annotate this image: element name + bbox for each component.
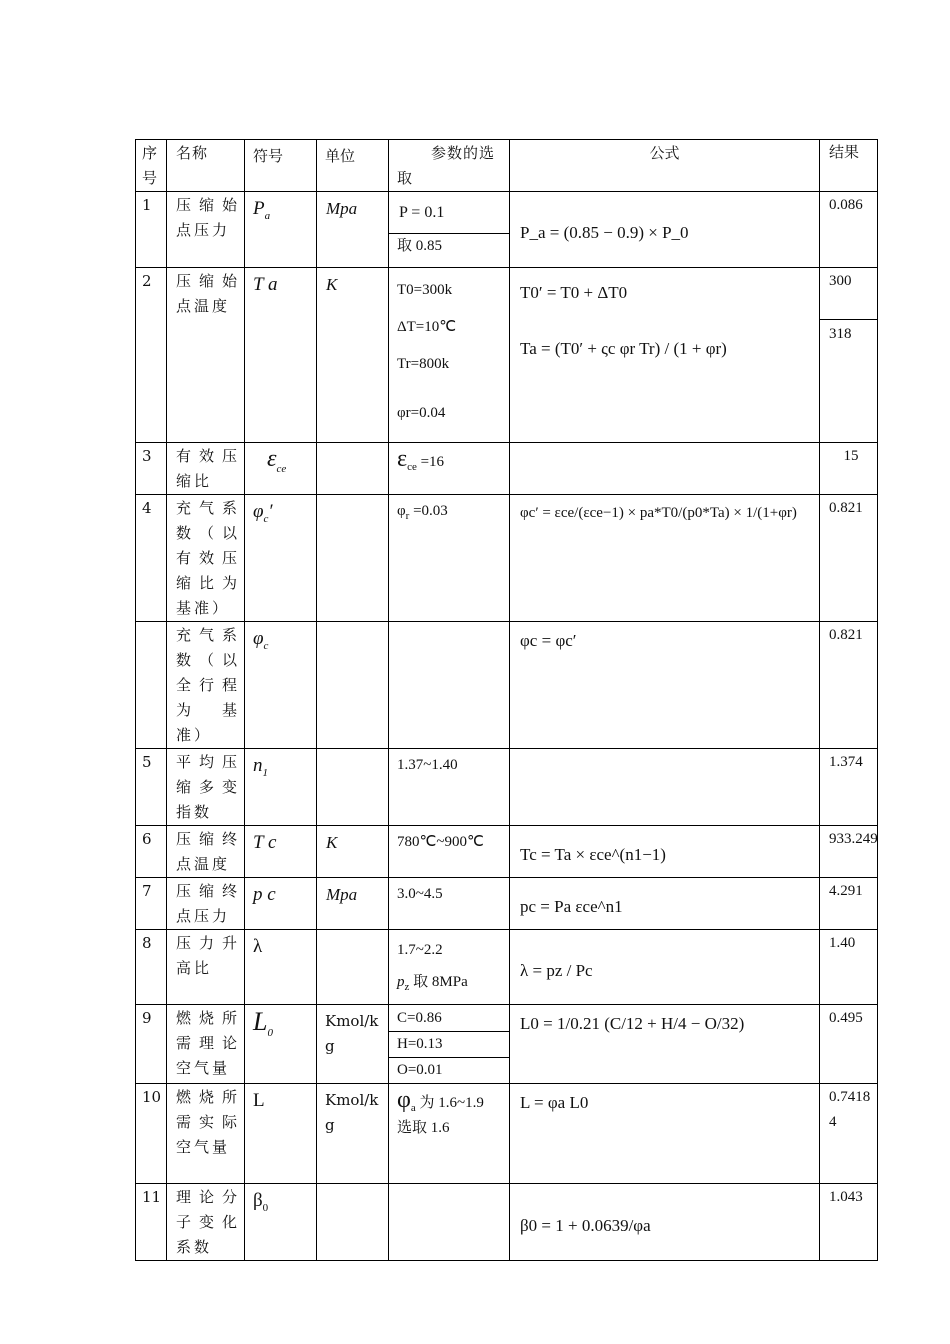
row-result: 4.291 <box>820 878 878 930</box>
param-phi-a-range: 为 1.6~1.9 <box>419 1095 484 1111</box>
symbol-tc: T c <box>245 826 317 878</box>
row-unit <box>317 749 389 826</box>
param-h: H=0.13 <box>389 1031 509 1057</box>
symbol-ta: T a <box>245 268 317 443</box>
row-name: 压缩终点压力 <box>167 878 245 930</box>
param-choice: 选取 1.6 <box>397 1120 450 1136</box>
row-formula <box>510 443 820 495</box>
row-name: 理论分子变化系数 <box>167 1184 245 1261</box>
row-param <box>389 1084 510 1184</box>
row-result: 933.249 <box>820 826 878 878</box>
row-param <box>389 268 510 443</box>
formula-t0-prime: T0′ = T0 + ΔT0 <box>520 283 628 302</box>
row-name: 充气系数（以全行程为基准） <box>167 622 245 749</box>
row-formula: φc = φc′ <box>510 622 820 749</box>
table-row <box>136 622 878 749</box>
header-no: 序号 <box>136 140 167 192</box>
row-name: 压缩始点压力 <box>167 192 245 268</box>
param-phi-r: φr=0.04 <box>397 405 446 421</box>
formula-ta: Ta = (T0′ + ςc φr Tr) / (1 + φr) <box>520 339 727 358</box>
table-row <box>136 192 878 268</box>
symbol-phi-c-prime: $\varphi_c'$ <box>245 495 317 622</box>
symbol-pa: $P_a$ <box>245 192 317 268</box>
row-number: 5 <box>136 749 167 826</box>
param-delta-t: ΔT=10℃ <box>397 319 457 335</box>
row-result: 0.086 <box>820 192 878 268</box>
row-unit: Kmol/kg <box>317 1005 389 1084</box>
table-row <box>136 878 878 930</box>
row-formula: λ = pz / Pc <box>510 930 820 1005</box>
table-row <box>136 930 878 1005</box>
symbol-l: L <box>245 1084 317 1184</box>
row-unit <box>317 622 389 749</box>
row-name: 平均压缩多变指数 <box>167 749 245 826</box>
row-number: 2 <box>136 268 167 443</box>
row-unit <box>317 930 389 1005</box>
param-pz: $p_z$ 取 8MPa <box>397 974 468 993</box>
row-name: 燃烧所需理论空气量 <box>167 1005 245 1084</box>
param-phi-r: =0.03 <box>413 503 448 519</box>
row-formula: pc = Pa εce^n1 <box>510 878 820 930</box>
row-number: 1 <box>136 192 167 268</box>
row-result: 1.043 <box>820 1184 878 1261</box>
table-row <box>136 1184 878 1261</box>
header-result: 结果 <box>820 140 878 192</box>
row-param: $\varphi_r =0.03$ <box>389 495 510 622</box>
row-formula: L = φa L0 <box>510 1084 820 1184</box>
symbol-phi-c: $\varphi_c$ <box>245 622 317 749</box>
header-unit: 单位 <box>317 140 389 192</box>
row-param: 780℃~900℃ <box>389 826 510 878</box>
row-formula <box>510 749 820 826</box>
row-number: 7 <box>136 878 167 930</box>
row-result: 1.40 <box>820 930 878 1005</box>
row-unit: Mpa <box>317 192 389 268</box>
symbol-pc: p c <box>245 878 317 930</box>
row-number: 10 <box>136 1084 167 1184</box>
row-name: 压缩始点温度 <box>167 268 245 443</box>
row-result: 1.374 <box>820 749 878 826</box>
row-unit <box>317 495 389 622</box>
row-param: $\varepsilon_{ce} =16$ <box>389 443 510 495</box>
header-formula: 公式 <box>510 140 820 192</box>
row-formula <box>510 268 820 443</box>
table-row <box>136 443 878 495</box>
row-result: 0.821 <box>820 622 878 749</box>
row-param: 3.0~4.5 <box>389 878 510 930</box>
row-unit <box>317 1184 389 1261</box>
row-formula: β0 = 1 + 0.0639/φa <box>510 1184 820 1261</box>
param-p0: P = 0.1 <box>399 204 445 221</box>
header-param: 参数的选取 <box>389 140 510 192</box>
header-name: 名称 <box>167 140 245 192</box>
table-row <box>136 749 878 826</box>
row-unit: Kmol/kg <box>317 1084 389 1184</box>
row-number: 9 <box>136 1005 167 1084</box>
param-o: O=0.01 <box>389 1057 509 1083</box>
param-phi-a: $\varphi_a$ 为 1.6~1.9 <box>397 1087 484 1114</box>
table-row <box>136 268 878 443</box>
row-name: 充气系数（以有效压缩比为基准） <box>167 495 245 622</box>
row-param: 1.37~1.40 <box>389 749 510 826</box>
result-ta: 318 <box>820 319 877 347</box>
symbol-epsilon-ce: $\varepsilon_{ce}$ <box>245 443 317 495</box>
result-t0: 300 <box>829 273 852 289</box>
parameter-table <box>135 139 878 1261</box>
row-formula: L0 = 1/0.21 (C/12 + H/4 − O/32) <box>510 1005 820 1084</box>
header-symbol: 符号 <box>245 140 317 192</box>
table-row <box>136 495 878 622</box>
param-range: 1.7~2.2 <box>397 942 443 958</box>
row-name: 有效压缩比 <box>167 443 245 495</box>
param-pz-value: 取 8MPa <box>413 974 468 990</box>
symbol-beta0: $\beta_0$ <box>245 1184 317 1261</box>
row-formula: φc′ = εce/(εce−1) × pa*T0/(p0*Ta) × 1/(1+φr) <box>510 495 820 622</box>
row-param <box>389 1005 510 1084</box>
row-name: 压缩终点温度 <box>167 826 245 878</box>
row-formula: P_a = (0.85 − 0.9) × P_0 <box>510 192 820 268</box>
symbol-lambda: λ <box>245 930 317 1005</box>
symbol-l0: $L_0$ <box>245 1005 317 1084</box>
row-name: 压力升高比 <box>167 930 245 1005</box>
param-t0: T0=300k <box>397 282 453 298</box>
row-number: 4 <box>136 495 167 622</box>
row-param <box>389 1184 510 1261</box>
row-param <box>389 930 510 1005</box>
row-result: 0.821 <box>820 495 878 622</box>
row-param <box>389 192 510 268</box>
row-formula: Tc = Ta × εce^(n1−1) <box>510 826 820 878</box>
row-param <box>389 622 510 749</box>
row-number: 11 <box>136 1184 167 1261</box>
row-number: 6 <box>136 826 167 878</box>
row-result: 15 <box>820 443 878 495</box>
row-result: 0.495 <box>820 1005 878 1084</box>
row-unit <box>317 443 389 495</box>
row-name: 燃烧所需实际空气量 <box>167 1084 245 1184</box>
table-row <box>136 826 878 878</box>
row-number: 8 <box>136 930 167 1005</box>
row-number: 3 <box>136 443 167 495</box>
row-unit: Mpa <box>317 878 389 930</box>
row-unit: K <box>317 268 389 443</box>
param-tr: Tr=800k <box>397 356 450 372</box>
symbol-n1: $n_1$ <box>245 749 317 826</box>
row-number <box>136 622 167 749</box>
table-row <box>136 1005 878 1084</box>
row-result: 0.74184 <box>820 1084 878 1184</box>
header-row <box>136 140 878 192</box>
row-unit: K <box>317 826 389 878</box>
table-row <box>136 1084 878 1184</box>
param-epsilon-value: =16 <box>420 454 445 470</box>
param-c: C=0.86 <box>397 1010 442 1026</box>
row-result <box>820 268 878 443</box>
param-take: 取 0.85 <box>389 233 509 259</box>
